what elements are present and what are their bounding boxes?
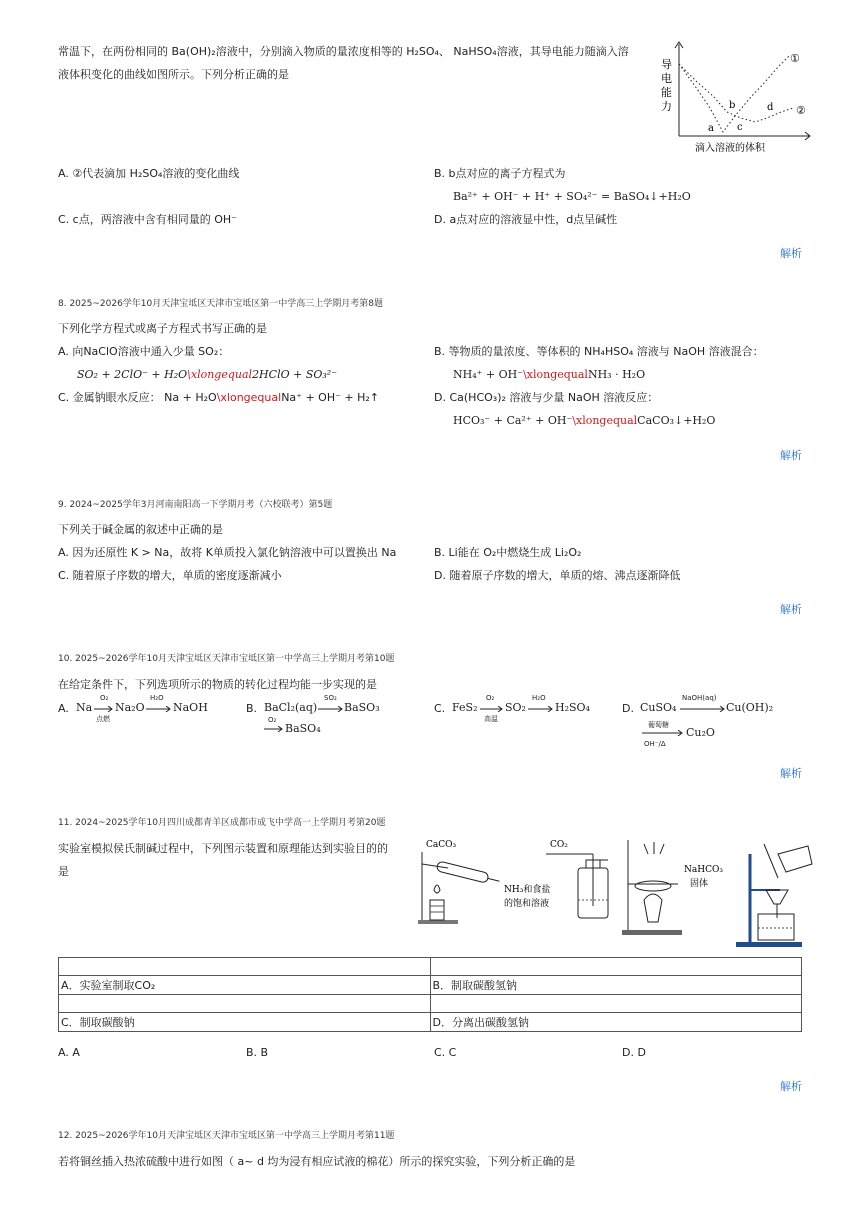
q9-stem: 下列关于碱金属的叙述中正确的是 (58, 523, 223, 536)
q8-option-a-equation: SO₂ + 2ClO⁻ + H₂O\xlongequal2HClO + SO₃²⁻ (77, 368, 337, 381)
q10-option-a[interactable]: A. Na O₂ 点燃 Na₂O H₂O NaOH (58, 694, 208, 723)
q8-option-b[interactable]: B. 等物质的量浓度、等体积的 NH₄HSO₄ 溶液与 NaOH 溶液混合： (434, 345, 764, 358)
q8-stem: 下列化学方程式或离子方程式书写正确的是 (58, 322, 267, 335)
q12-stem: 若将铜丝插入热浓硫酸中进行如图（ a~ d 均为浸有相应试液的棉花）所示的探究实验，下列分析正确的是 (58, 1155, 576, 1168)
q7-option-b[interactable]: B. b点对应的离子方程式为 (434, 167, 566, 180)
q11-stem-line1: 实验室模拟侯氏制碱过程中，下列图示装置和原理能达到实验目的的 (58, 842, 388, 855)
q9-jiexi-link[interactable]: 解析 (780, 603, 802, 616)
q7-curve1-label: ① (790, 52, 800, 65)
q11-fig-label-co2: CO₂ (550, 840, 568, 850)
q7-curve2-label: ② (796, 104, 806, 117)
q11-option-b[interactable]: B. B (246, 1046, 269, 1059)
q10-meta: 10. 2025~2026学年10月天津宝坻区天津市宝坻区第一中学高三上学期月考第10题 (58, 654, 395, 664)
q11-jiexi-link[interactable]: 解析 (780, 1080, 802, 1093)
q11-option-d[interactable]: D. D (622, 1046, 646, 1059)
q7-stem-line2: 液体积变化的曲线如图所示。下列分析正确的是 (58, 68, 289, 81)
q11-fig-label-caco3: CaCO₃ (426, 840, 457, 850)
q11-options-table (58, 957, 802, 1032)
q7-point-b: b (729, 100, 736, 111)
q10-d-arrow-1 (680, 706, 726, 712)
q7-option-c[interactable]: C. c点，两溶液中含有相同量的 OH⁻ (58, 213, 237, 226)
q11-meta: 11. 2024~2025学年10月四川成都青羊区成都市成飞中学高一上学期月考第20题 (58, 818, 386, 828)
q10-d-arrow-2 (642, 730, 684, 736)
q11-option-c[interactable]: C. C (434, 1046, 457, 1059)
q11-table-cell-d: D．分离出碳酸氢钠 (430, 1013, 802, 1032)
q10-b-arrow-2 (264, 726, 284, 732)
q9-option-b[interactable]: B. Li能在 O₂中燃烧生成 Li₂O₂ (434, 546, 582, 559)
q8-option-d-equation: HCO₃⁻ + Ca²⁺ + OH⁻\xlongequalCaCO₃↓+H₂O (453, 414, 716, 427)
q7-option-a[interactable]: A. ②代表滴加 H₂SO₄溶液的变化曲线 (58, 167, 240, 180)
q10-c-arrow-1 (480, 706, 504, 712)
q10-a-arrow-1 (94, 706, 114, 712)
q9-option-c[interactable]: C. 随着原子序数的增大，单质的密度逐渐减小 (58, 569, 282, 582)
q8-option-a[interactable]: A. 向NaClO溶液中通入少量 SO₂： (58, 345, 230, 358)
q8-option-b-equation: NH₄⁺ + OH⁻\xlongequalNH₃ · H₂O (453, 368, 646, 381)
q7-option-d[interactable]: D. a点对应的溶液显中性，d点呈碱性 (434, 213, 618, 226)
q9-option-d[interactable]: D. 随着原子序数的增大，单质的熔、沸点逐渐降低 (434, 569, 681, 582)
q9-option-a[interactable]: A. 因为还原性 K > Na，故将 K单质投入氯化钠溶液中可以置换出 Na (58, 546, 397, 559)
q7-jiexi-link[interactable]: 解析 (780, 247, 802, 260)
q12-meta: 12. 2025~2026学年10月天津宝坻区天津市宝坻区第一中学高三上学期月考第11题 (58, 1131, 395, 1141)
q7-graph-ylabel-3: 能 (661, 86, 672, 99)
q7-option-b-equation: Ba²⁺ + OH⁻ + H⁺ + SO₄²⁻ = BaSO₄↓+H₂O (453, 190, 691, 203)
q10-option-b[interactable]: B. BaCl₂(aq) SO₂ BaSO₃ O₂ BaSO₄ (246, 694, 380, 735)
q11-stem-line2: 是 (58, 865, 69, 878)
q7-graph-ylabel-1: 导 (661, 58, 672, 71)
q7-stem-line1: 常温下，在两份相同的 Ba(OH)₂溶液中，分别滴入物质的量浓度相等的 H₂SO₄、 NaHSO₄溶液，其导电能力随滴入溶 (58, 45, 629, 58)
q10-stem: 在给定条件下，下列选项所示的物质的转化过程均能一步实现的是 (58, 678, 377, 691)
q11-table-cell-b: B．制取碳酸氢钠 (430, 976, 802, 995)
q11-fig-label-nh3-2: 的饱和溶液 (504, 899, 550, 909)
q11-fig-label-nahco3-2: 固体 (690, 879, 709, 889)
q7-conductivity-graph (655, 38, 815, 156)
q9-meta: 9. 2024~2025学年3月河南南阳高一下学期月考（六校联考）第5题 (58, 500, 333, 510)
q11-table-blank-cell (430, 995, 802, 1013)
q10-b-arrow-1 (318, 706, 344, 712)
q10-a-arrow-2 (146, 706, 172, 712)
q11-table-blank-cell (59, 995, 431, 1013)
q7-graph-ylabel-4: 力 (661, 100, 672, 113)
q11-apparatus-figure (418, 834, 814, 952)
q10-c-arrow-2 (528, 706, 554, 712)
q7-point-d: d (767, 102, 774, 113)
q7-point-a: a (708, 123, 714, 134)
q8-jiexi-link[interactable]: 解析 (780, 449, 802, 462)
q10-option-d[interactable]: D. CuSO₄ NaOH(aq) Cu(OH)₂ 葡萄糖 OH⁻/Δ Cu₂O (622, 694, 774, 748)
q7-graph-xlabel: 滴入溶液的体积 (695, 143, 765, 154)
q11-fig-label-nahco3-1: NaHCO₃ (684, 865, 723, 875)
q11-table-blank-cell (59, 958, 431, 976)
q7-graph-ylabel-2: 电 (661, 72, 672, 85)
q11-table-cell-c: C．制取碳酸钠 (59, 1013, 431, 1032)
q11-option-a[interactable]: A. A (58, 1046, 80, 1059)
q11-fig-label-nh3-1: NH₃和食盐 (504, 885, 551, 895)
q10-option-c[interactable]: C. FeS₂ O₂ 高温 SO₂ H₂O H₂SO₄ (434, 694, 590, 723)
q8-option-c[interactable]: C. 金属钠眼水反应： Na + H₂O\xlongequalNa⁺ + OH⁻ + H₂↑ (58, 391, 380, 404)
q7-point-c: c (737, 122, 743, 133)
q10-jiexi-link[interactable]: 解析 (780, 767, 802, 780)
q11-table-blank-cell (430, 958, 802, 976)
q8-meta: 8. 2025~2026学年10月天津宝坻区天津市宝坻区第一中学高三上学期月考第8题 (58, 299, 383, 309)
q11-table-cell-a: A．实验室制取CO₂ (59, 976, 431, 995)
q8-option-d[interactable]: D. Ca(HCO₃)₂ 溶液与少量 NaOH 溶液反应： (434, 391, 659, 404)
